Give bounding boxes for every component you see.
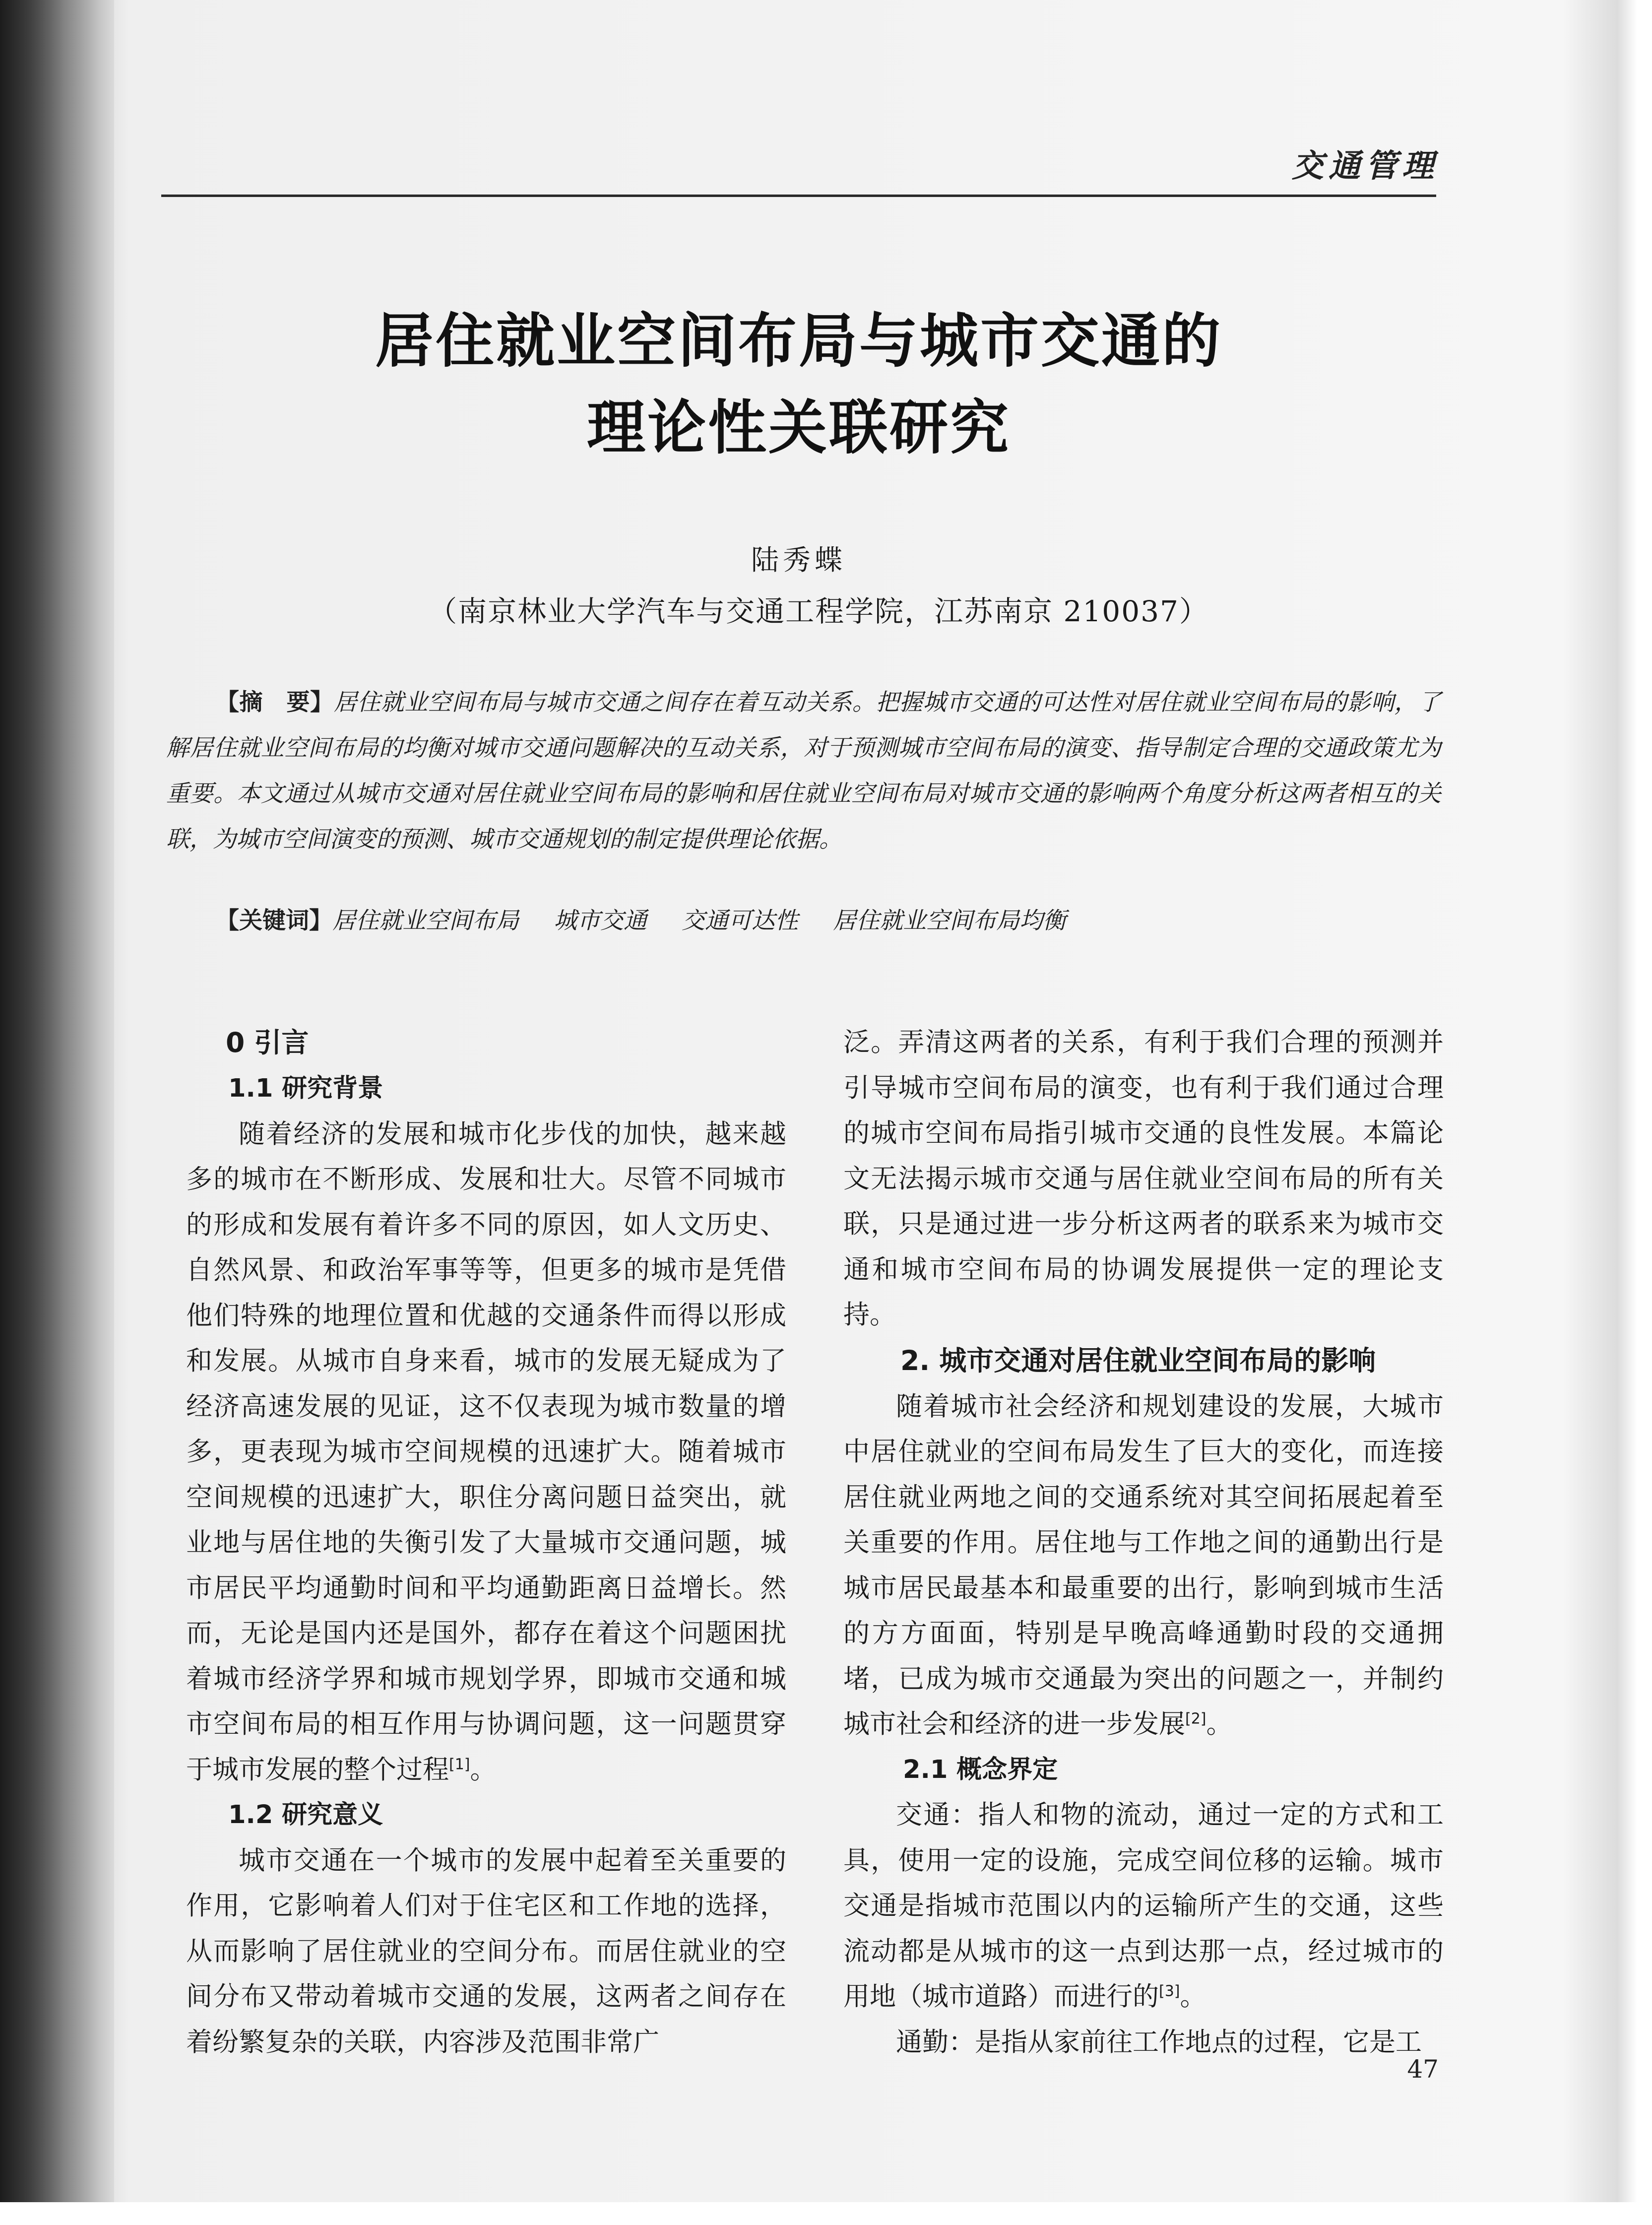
paragraph-significance: 城市交通在一个城市的发展中起着至关重要的作用，它影响着人们对于住宅区和工作地的选择，从而影响了居住就业的空间分布。而居住就业的空间分布又带动着城市交通的发展，这两者之间存在着纷繁复杂的关联，内容涉及范围非常广: [186, 1845, 786, 2057]
section-heading-1-2: 1.2 研究意义: [228, 1800, 383, 1830]
paragraph-commute-definition: 通勤：是指从家前往工作地点的过程，它是工: [896, 2027, 1422, 2057]
citation: [1]: [449, 1755, 470, 1773]
paragraph-section-2: [843, 1384, 1444, 1747]
left-column: [186, 1020, 786, 2065]
section-heading-0: 0 引言: [226, 1027, 309, 1058]
title-line-2: 理论性关联研究: [586, 393, 1011, 462]
section-heading-2-1: 2.1 概念界定: [903, 1755, 1058, 1784]
citation: [2]: [1185, 1710, 1207, 1728]
keywords-label: 【关键词】: [216, 907, 332, 934]
section-tag: 交通管理: [1292, 147, 1439, 185]
keyword: 居住就业空间布局均衡: [833, 907, 1066, 934]
paper-title: [228, 298, 1369, 471]
keywords: [216, 898, 1441, 944]
abstract-text: 居住就业空间布局与城市交通之间存在着互动关系。把握城市交通的可达性对居住就业空间布局的影响，了解居住就业空间布局的均衡对城市交通问题解决的互动关系，对于预测城市空间布局的演变、指导制定合理的交通政策尤为重要。本文通过从城市交通对居住就业空间布局的影响和居住就业空间布局对城市交通的影响两个角度分析这两者相互的关联，为城市空间演变的预测、城市交通规划的制定提供理论依据。: [166, 689, 1442, 853]
scan-margin: [0, 2202, 1652, 2225]
section-heading-1-1: 1.1 研究背景: [228, 1074, 383, 1103]
keyword: 交通可达性: [682, 907, 798, 934]
section-heading-2: 2. 城市交通对居住就业空间布局的影响: [900, 1344, 1376, 1376]
abstract: [166, 680, 1441, 862]
punctuation: 。: [1180, 1981, 1207, 2012]
right-column: [843, 1020, 1444, 2065]
header-rule: [161, 195, 1436, 197]
keyword: 居住就业空间布局: [332, 907, 519, 934]
binding-shadow: [0, 0, 114, 2225]
paragraph-transport-definition: [843, 1792, 1444, 2020]
keyword: 城市交通: [554, 907, 647, 934]
paragraph-text: 随着经济的发展和城市化步伐的加快，越来越多的城市在不断形成、发展和壮大。尽管不同城市的形成和发展有着许多不同的原因，如人文历史、自然风景、和政治军事等等，但更多的城市是凭借他们特殊的地理位置和优越的交通条件而得以形成和发展。从城市自身来看，城市的发展无疑成为了经济高速发展的见证，这不仅表现为城市数量的增多，更表现为城市空间规模的迅速扩大。随着城市空间规模的迅速扩大，职住分离问题日益突出，就业地与居住地的失衡引发了大量城市交通问题，城市居民平均通勤时间和平均通勤距离日益增长。然而，无论是国内还是国外，都存在着这个问题困扰着城市经济学界和城市规划学界，即城市交通和城市空间布局的相互作用与协调问题，这一问题贯穿于城市发展的整个过程: [186, 1118, 786, 1785]
punctuation: 。: [470, 1754, 497, 1785]
citation: [3]: [1159, 1982, 1180, 2000]
title-line-1: 居住就业空间布局与城市交通的: [375, 307, 1222, 375]
paragraph-text: 随着城市社会经济和规划建设的发展，大城市中居住就业的空间布局发生了巨大的变化，而连接居住就业两地之间的交通系统对其空间拓展起着至关重要的作用。居住地与工作地之间的通勤出行是城市居民最基本和最重要的出行，影响到城市生活的方方面面，特别是早晚高峰通勤时段的交通拥堵，已成为城市交通最为突出的问题之一，并制约城市社会和经济的进一步发展: [843, 1391, 1444, 1739]
paragraph-text: 交通：指人和物的流动，通过一定的方式和工具，使用一定的设施，完成空间位移的运输。城市交通是指城市范围以内的运输所产生的交通，这些流动都是从城市的这一点到达那一点，经过城市的用地（城市道路）而进行的: [843, 1800, 1444, 2012]
author-name: 陆秀蝶: [751, 544, 846, 577]
paragraph-background: [186, 1112, 786, 1793]
abstract-label: 【摘 要】: [216, 689, 334, 716]
punctuation: 。: [1206, 1709, 1233, 1739]
author-affiliation: （南京林业大学汽车与交通工程学院，江苏南京 210037）: [428, 594, 1209, 628]
paragraph-significance-continued: 泛。弄清这两者的关系，有利于我们合理的预测并引导城市空间布局的演变，也有利于我们通过合理的城市空间布局指引城市交通的良性发展。本篇论文无法揭示城市交通与居住就业空间布局的所有关联，只是通过进一步分析这两者的联系来为城市交通和城市空间布局的协调发展提供一定的理论支持。: [843, 1027, 1444, 1330]
page-number: 47: [1407, 2055, 1439, 2084]
